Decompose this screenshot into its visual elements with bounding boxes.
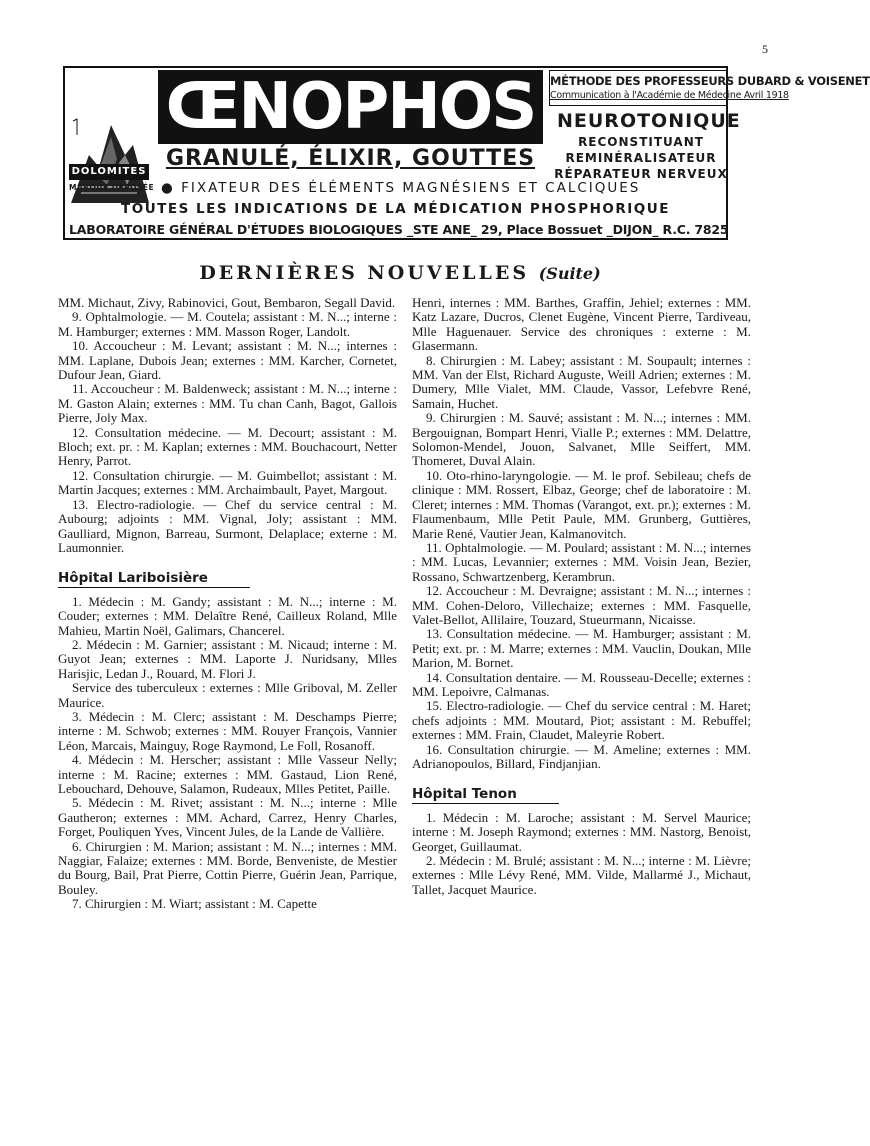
heading-title: DERNIÈRES NOUVELLES (199, 262, 530, 284)
dolomites-label: DOLOMITES (69, 164, 149, 180)
property-item: RÉPARATEUR NERVEUX (554, 167, 728, 181)
hospital-title: Hôpital Lariboisière (58, 571, 250, 587)
paragraph: 2. Médecin : M. Garnier; assistant : M. Nicaud; interne : M. Guyot Jean; externes : MM. Laporte J. Nuridsany, Mlles Harisjic, Ledan J., Rouard, M. Flori J. (58, 636, 397, 681)
paragraph: Service des tuberculeux : externes : Mlle Griboval, M. Zeller Maurice. (58, 680, 397, 710)
paragraph: Henri, internes : MM. Barthes, Graffin, Jehiel; externes : MM. Katz Lazare, Ducros, Clenet Eugène, Vincent Pierre, Tardiveau, Mlle Haguenauer. Service des chroniques : externe : M. Glasermann. (412, 295, 751, 354)
paragraph: 9. Chirurgien : M. Sauvé; assistant : M. N...; internes : MM. Bergouignan, Bompart Henri, Vialle P.; externes : MM. Delattre, Solomon-Mendel, Jouon, Salvanet, Mlle Seiffert, MM. Thomeret, Duval Alain. (412, 410, 751, 469)
fixateur-line: ● FIXATEUR DES ÉLÉMENTS MAGNÉSIENS ET CALCIQUES (161, 180, 641, 196)
paragraph: 4. Médecin : M. Herscher; assistant : Mlle Vasseur Nelly; interne : M. Racine; externes : MM. Gastaud, Lion René, Lebouchard, Dehouve, Salamon, Rudeaux, Mlles Petitet, Paille. (58, 752, 397, 796)
paragraph: 3. Médecin : M. Clerc; assistant : M. Deschamps Pierre; interne : M. Schwob; externes : MM. Rouyer François, Vannier Léon, Marcais, Mainguy, Roge Raymond, Le Foll, Rosanoff. (58, 708, 397, 753)
paragraph: 12. Consultation chirurgie. — M. Guimbellot; assistant : M. Martin Jacques; externes : MM. Archaimbault, Payet, Margout. (58, 467, 397, 498)
left-column (58, 296, 397, 912)
paragraph: 13. Electro-radiologie. — Chef du service central : M. Aubourg; adjoints : MM. Vignal, Joly; assistant : MM. Gaulliard, Mignon, Barreau, Surmont, Delaplace; externe : M. Laumonnier. (58, 496, 397, 555)
property-item: REMINÉRALISATEUR (565, 151, 717, 165)
method-line-1: MÉTHODE DES PROFESSEURS DUBARD & VOISENET (550, 74, 870, 88)
paragraph: 11. Accoucheur : M. Baldenweck; assistant : M. N...; interne : M. Gaston Alain; externes : MM. Tu chan Canh, Bagot, Gallois Pierre, Joly Max. (58, 381, 397, 426)
brand-name: ŒNOPHOS (158, 70, 543, 144)
paragraph: 8. Chirurgien : M. Labey; assistant : M. Soupault; internes : MM. Van der Elst, Richard Auguste, Weill Adrien; externes : M. Dumery, Mlle Vialet, MM. Claude, Vassor, Lefebvre René, Samain, Huchet. (412, 352, 751, 411)
section-heading (0, 262, 800, 284)
paragraph: 9. Ophtalmologie. — M. Coutela; assistant : M. N...; interne : M. Hamburger; externes : MM. Masson Roger, Landolt. (58, 309, 397, 339)
hospital-title: Hôpital Tenon (412, 787, 559, 803)
trademark-note: MARQUE DÉPOSÉE (69, 183, 155, 192)
paragraph: 12. Consultation médecine. — M. Decourt; assistant : M. Bloch; ext. pr. : M. Kaplan; externes : MM. Bouchacourt, Netter Henry, Parrot. (58, 424, 397, 469)
property-item: RECONSTITUANT (578, 135, 704, 149)
right-column (412, 296, 751, 897)
method-line-2: Communication à l'Académie de Médecine Avril 1918 (550, 90, 789, 101)
paragraph: 16. Consultation chirurgie. — M. Ameline; externes : MM. Adrianopoulos, Billard, Findjanjian. (412, 741, 751, 771)
paragraph: 10. Oto-rhino-laryngologie. — M. le prof. Sebileau; chefs de clinique : MM. Rossert, Elbaz, George; chef de laboratoire : M. Cleret; internes : MM. Thomas (Varangot, ext. pr.); externes : M. Flaumenbaum, Mlle Petit Paule, MM. Grunberg, Guttières, Marie René, Vautier Jean, Kalmanovitch. (412, 467, 751, 541)
heading-suite: (Suite) (538, 264, 601, 283)
paragraph: 1. Médecin : M. Laroche; assistant : M. Servel Maurice; interne : M. Joseph Raymond; externes : MM. Nastorg, Benoist, Georget, Guillaumat. (412, 809, 751, 854)
paragraph: 11. Ophtalmologie. — M. Poulard; assistant : M. N...; internes : MM. Lucas, Levannier; externes : MM. Voisin Jean, Bezier, Rossano, Schwartzenberg, Kerambrun. (412, 539, 751, 584)
oenophos-advertisement (63, 66, 870, 240)
properties-list (551, 134, 731, 182)
product-forms: GRANULÉ, ÉLIXIR, GOUTTES (165, 146, 536, 171)
paragraph: 13. Consultation médecine. — M. Hamburger; assistant : M. Petit; ext. pr. : M. Marre; externes : MM. Vauclin, Doukan, Mlle Marion, M. Bornet. (412, 626, 751, 671)
method-box (549, 70, 870, 106)
neurotonique-label: NEUROTONIQUE (557, 110, 741, 132)
laboratory-line: LABORATOIRE GÉNÉRAL D'ÉTUDES BIOLOGIQUES _STE ANE_ 29, Place Bossuet _DIJON_ R.C. 7825 (69, 222, 729, 237)
paragraph: 12. Accoucheur : M. Devraigne; assistant : M. N...; internes : MM. Cohen-Deloro, Villechaize; externes : MM. Fasquelle, Valet-Bellot, Allilaire, Touzard, Stueurmann, Nicaisse. (412, 583, 751, 627)
paragraph: 5. Médecin : M. Rivet; assistant : M. N...; interne : Mlle Gautheron; externes : MM. Achard, Carrez, Henry Charles, Forget, Pouliquen Yves, Vincent Jules, de la Lande de Vallière. (58, 795, 397, 840)
paragraph: 2. Médecin : M. Brulé; assistant : M. N...; interne : M. Lièvre; externes : Mlle Lévy René, MM. Vilde, Mallarmé J., Michaut, Tallet, Jacquet Maurice. (412, 853, 751, 897)
indications-line: TOUTES LES INDICATIONS DE LA MÉDICATION PHOSPHORIQUE (121, 201, 670, 217)
page-number: 5 (762, 42, 768, 56)
paragraph: 15. Electro-radiologie. — Chef du service central : M. Haret; chefs adjoints : MM. Moutard, Piot; assistant : M. Rebuffel; externes : MM. Frain, Claudet, Maleyrie Robert. (412, 698, 751, 743)
paragraph: MM. Michaut, Zivy, Rabinovici, Gout, Bembaron, Segall David. (58, 295, 396, 310)
paragraph: 6. Chirurgien : M. Marion; assistant : M. N...; internes : MM. Naggiar, Falaize; externes : MM. Borde, Benveniste, de Mestier du Bourg, Bail, Prat Pierre, Cottin Pierre, Guérin Jean, Parrique, Bouley. (58, 838, 397, 897)
paragraph: 10. Accoucheur : M. Levant; assistant : M. N...; internes : MM. Laplane, Dubois Jean; externes : MM. Karcher, Cornetet, Dufour Jean, Giard. (58, 338, 397, 383)
paragraph: 14. Consultation dentaire. — M. Rousseau-Decelle; externes : MM. Lepoivre, Calmanas. (412, 669, 751, 699)
paragraph: 1. Médecin : M. Gandy; assistant : M. N...; interne : M. Couder; externes : MM. Delaître René, Cailleux Roland, Mlle Mahieu, Martin Noël, Galimars, Chancerel. (58, 593, 397, 638)
paragraph: 7. Chirurgien : M. Wiart; assistant : M. Capette (72, 896, 317, 912)
